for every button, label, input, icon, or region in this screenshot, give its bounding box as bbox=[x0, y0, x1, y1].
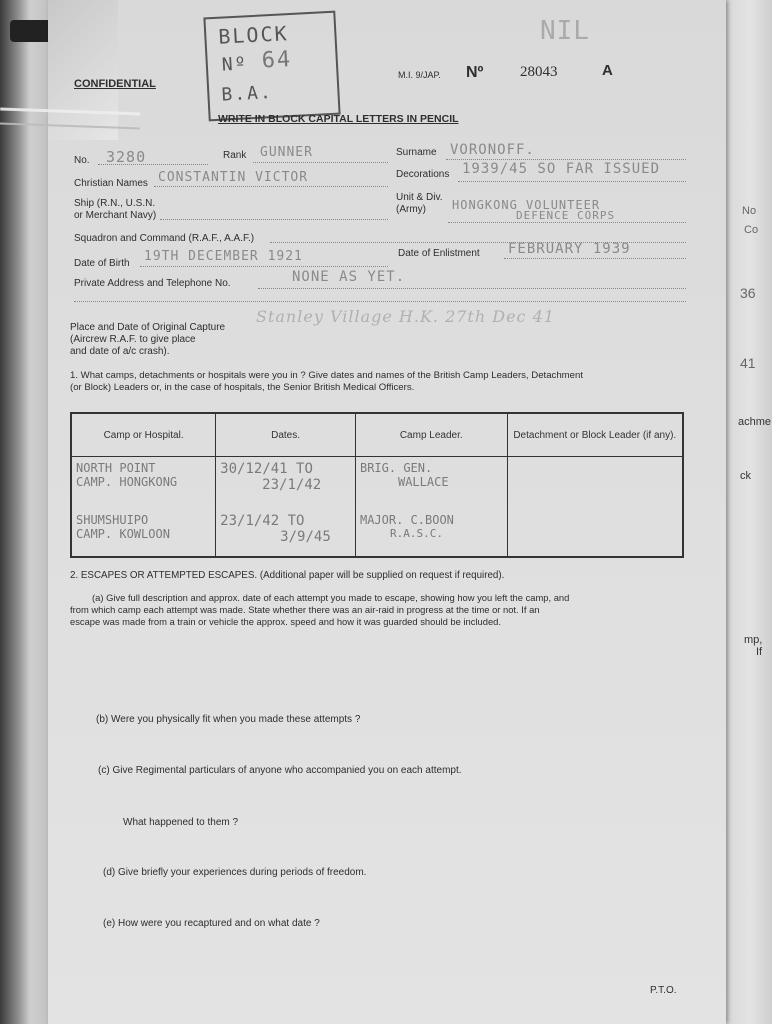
capture-value: Stanley Village H.K. 27th Dec 41 bbox=[256, 307, 555, 326]
dotted-line bbox=[98, 164, 208, 165]
background-page bbox=[720, 0, 772, 1024]
unit-value: HONGKONG VOLUNTEER bbox=[452, 198, 601, 212]
stamp-no-text: Nº bbox=[221, 53, 249, 76]
dotted-line bbox=[258, 288, 686, 289]
back-page-text: 41 bbox=[740, 355, 756, 371]
leader-name: WALLACE bbox=[397, 475, 449, 489]
address-value: NONE AS YET. bbox=[292, 269, 406, 285]
question-2a-text-2: from which camp each attempt was made. State whether there was an air-raid in progress at the time or not. If an bbox=[70, 604, 540, 615]
number-label: Nº bbox=[466, 64, 484, 81]
document-suffix: A bbox=[602, 62, 613, 79]
question-2-title: 2. ESCAPES OR ATTEMPTED ESCAPES. (Additional paper will be supplied on request if required). bbox=[70, 570, 505, 581]
address-label: Private Address and Telephone No. bbox=[74, 278, 231, 289]
column-header: Dates. bbox=[216, 413, 356, 457]
ship-label: Ship (R.N., U.S.N. bbox=[74, 198, 156, 209]
column-header: Detachment or Block Leader (if any). bbox=[507, 413, 683, 457]
capture-label-3: and date of a/c crash). bbox=[70, 346, 170, 357]
dotted-line bbox=[504, 258, 686, 259]
camp-location: CAMP. HONGKONG bbox=[76, 475, 178, 489]
dates-to: 3/9/45 bbox=[280, 529, 331, 546]
table-row bbox=[71, 457, 683, 504]
squadron-label: Squadron and Command (R.A.F., A.A.F.) bbox=[74, 233, 255, 244]
back-page-text: Co bbox=[744, 224, 759, 236]
decorations-value: 1939/45 SO FAR ISSUED bbox=[462, 161, 661, 177]
leader-cell bbox=[355, 503, 507, 557]
enlistment-label: Date of Enlistment bbox=[398, 248, 480, 259]
back-page-text: No bbox=[742, 205, 757, 217]
nil-note: NIL bbox=[540, 16, 590, 46]
ship-label-2: or Merchant Navy) bbox=[74, 210, 157, 221]
back-page-text: mp, bbox=[744, 634, 763, 646]
dotted-line bbox=[448, 222, 686, 223]
block-stamp bbox=[203, 11, 340, 122]
question-2e-text: (e) How were you recaptured and on what date ? bbox=[103, 918, 320, 929]
dates-cell bbox=[216, 503, 356, 557]
back-page-text: ck bbox=[740, 470, 751, 482]
camp-name: SHUMSHUIPO bbox=[76, 513, 149, 528]
dotted-line bbox=[458, 181, 686, 182]
rank-value: GUNNER bbox=[260, 145, 313, 160]
question-2c-text: (c) Give Regimental particulars of anyone who accompanied you on each attempt. bbox=[98, 765, 462, 776]
table-row bbox=[71, 503, 683, 557]
unit-label-2: (Army) bbox=[396, 204, 426, 215]
dotted-line bbox=[74, 301, 686, 302]
camp-name: NORTH POINT bbox=[76, 461, 156, 475]
dates-from: 30/12/41 TO bbox=[220, 461, 313, 477]
camp-location: CAMP. KOWLOON bbox=[76, 527, 170, 542]
question-2b-text: (b) Were you physically fit when you made these attempts ? bbox=[96, 714, 361, 725]
stamp-ba-text: B.A. bbox=[220, 82, 274, 106]
column-header: Camp Leader. bbox=[355, 413, 507, 457]
leader-cell bbox=[355, 457, 507, 504]
leader-name: R.A.S.C. bbox=[389, 527, 443, 541]
christian-names-label: Christian Names bbox=[74, 178, 148, 189]
rank-label: Rank bbox=[223, 150, 247, 161]
camp-cell bbox=[71, 503, 216, 557]
stamp-number: 64 bbox=[261, 46, 293, 74]
block-leader-cell bbox=[507, 503, 683, 557]
back-page-text: 36 bbox=[740, 285, 756, 301]
no-label: No. bbox=[74, 155, 90, 166]
form-sheet bbox=[48, 0, 726, 1024]
leader-rank: BRIG. GEN. bbox=[359, 461, 433, 475]
pencil-instruction: WRITE IN BLOCK CAPITAL LETTERS IN PENCIL bbox=[218, 113, 459, 125]
dotted-line bbox=[446, 159, 686, 160]
enlistment-value: FEBRUARY 1939 bbox=[508, 241, 631, 257]
service-number-value: 3280 bbox=[106, 148, 147, 166]
date-of-birth-value: 19TH DECEMBER 1921 bbox=[144, 249, 303, 264]
dates-from: 23/1/42 TO bbox=[220, 513, 305, 530]
dates-to: 23/1/42 bbox=[262, 477, 322, 493]
dotted-line bbox=[253, 162, 388, 163]
block-leader-cell bbox=[507, 457, 683, 504]
back-page-text: If bbox=[756, 646, 763, 658]
reference-label: M.I. 9/JAP. bbox=[398, 70, 441, 80]
dotted-line bbox=[160, 219, 388, 220]
capture-label: Place and Date of Original Capture bbox=[70, 322, 226, 333]
surname-label: Surname bbox=[396, 147, 437, 158]
camps-table bbox=[70, 412, 684, 558]
back-page-text: achme bbox=[738, 416, 772, 428]
dates-cell bbox=[216, 457, 356, 504]
christian-names-value: CONSTANTIN VICTOR bbox=[158, 170, 309, 185]
document-number: 28043 bbox=[520, 64, 558, 80]
question-1-text-2: (or Block) Leaders or, in the case of hospitals, the Senior British Medical Officers. bbox=[70, 382, 415, 393]
question-2d-text: (d) Give briefly your experiences during periods of freedom. bbox=[103, 867, 367, 878]
dotted-line bbox=[154, 186, 388, 187]
question-2c-followup: What happened to them ? bbox=[123, 817, 239, 828]
question-1-text: 1. What camps, detachments or hospitals were you in ? Give dates and names of the British Camp Leaders, Detachment bbox=[70, 370, 583, 381]
unit-label: Unit & Div. bbox=[396, 192, 443, 203]
date-of-birth-label: Date of Birth bbox=[74, 258, 130, 269]
dotted-line bbox=[140, 266, 388, 267]
question-2a-text-3: escape was made from a train or vehicle the approx. speed and how it was guarded should be included. bbox=[70, 616, 501, 627]
confidential-label: CONFIDENTIAL bbox=[74, 78, 156, 90]
camp-cell bbox=[71, 457, 216, 504]
surname-value: VORONOFF. bbox=[450, 142, 535, 158]
pto-label: P.T.O. bbox=[650, 985, 677, 996]
unit-value-2: DEFENCE CORPS bbox=[516, 209, 616, 222]
leader-rank: MAJOR. C.BOON bbox=[359, 513, 454, 528]
capture-label-2: (Aircrew R.A.F. to give place bbox=[70, 334, 196, 345]
table-header-row bbox=[71, 413, 683, 457]
column-header: Camp or Hospital. bbox=[71, 413, 216, 457]
stamp-block-text: BLOCK bbox=[217, 21, 290, 49]
question-2a-text: (a) Give full description and approx. date of each attempt you made to escape, showing how you left the camp, and bbox=[92, 592, 570, 603]
decorations-label: Decorations bbox=[396, 169, 450, 180]
